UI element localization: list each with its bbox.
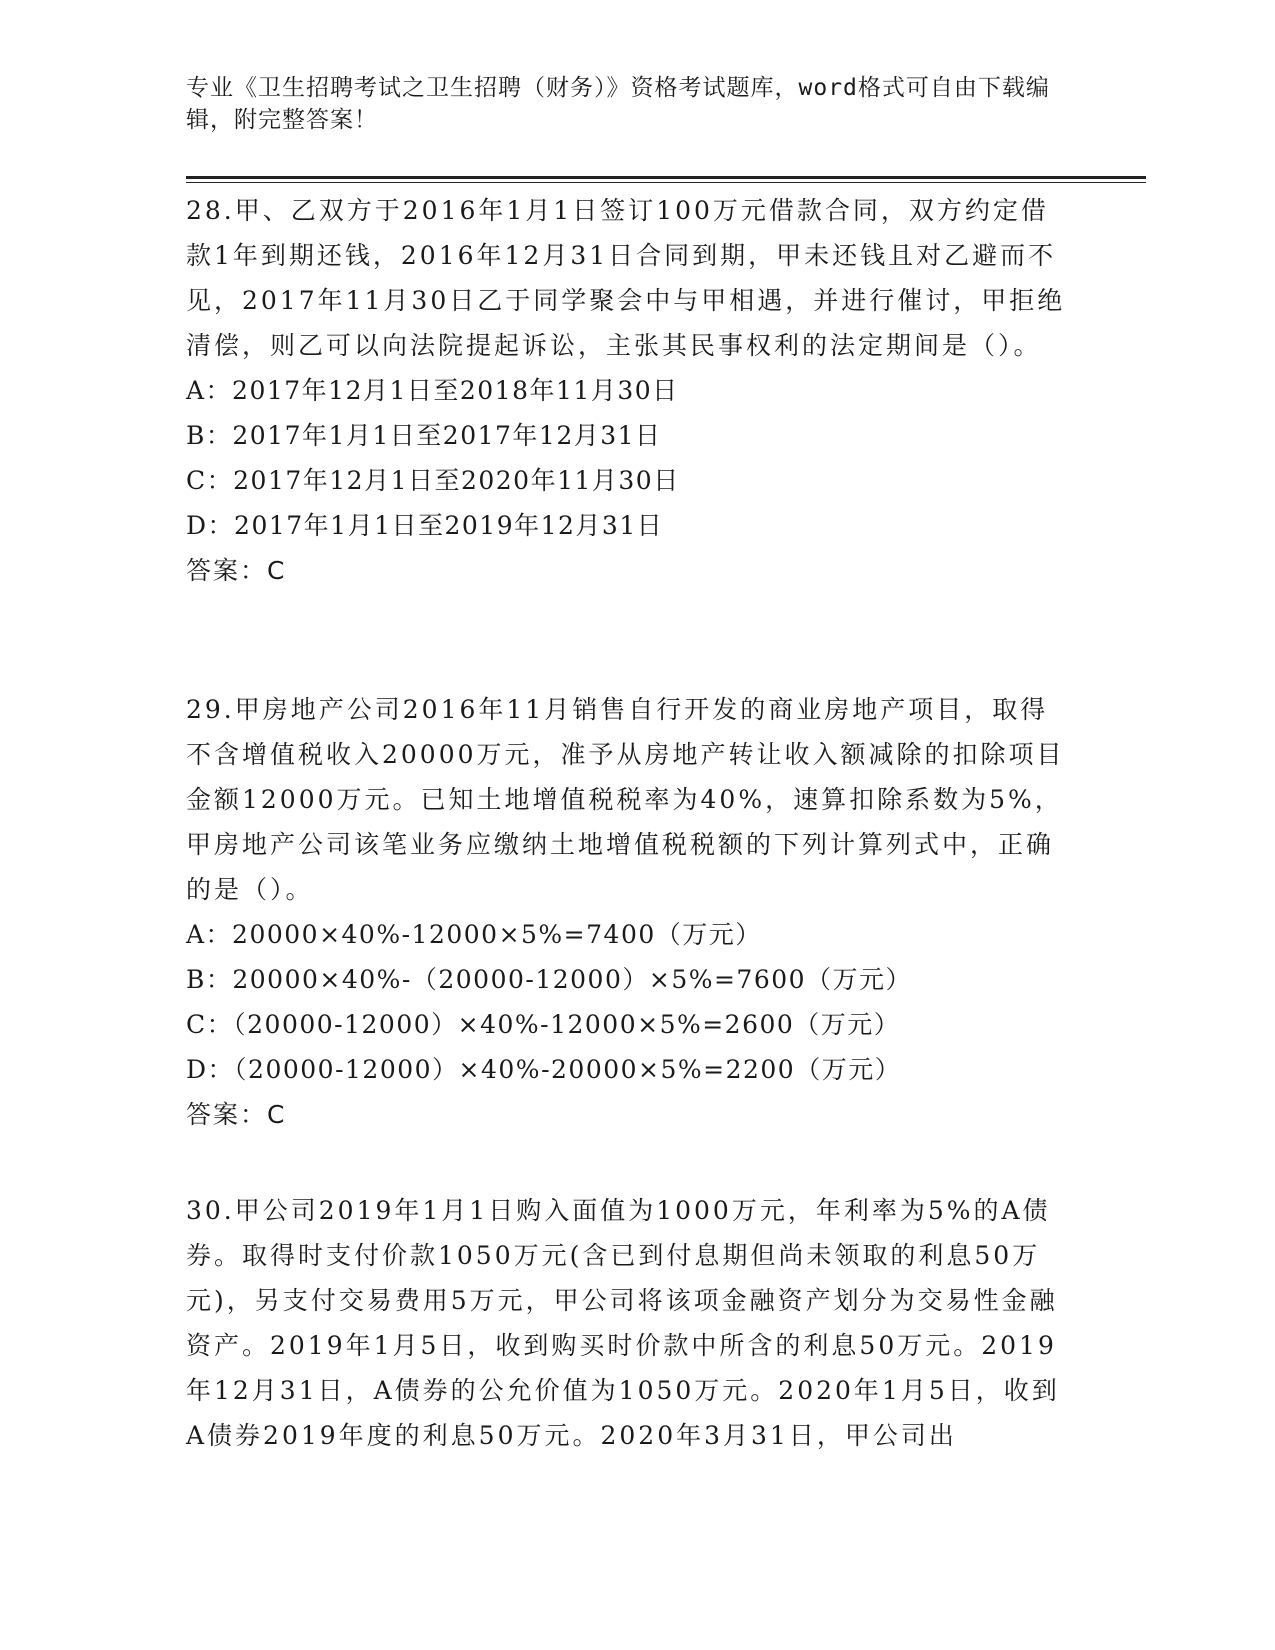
- option-c: C：2017年12月1日至2020年11月30日: [186, 466, 680, 495]
- option-a: A：20000×40%-12000×5%=7400（万元）: [186, 920, 762, 949]
- question-stem: 30.甲公司2019年1月1日购入面值为1000万元，年利率为5%的A债券。取得时支付价款1050万元(含已到付息期但尚未领取的利息50万元)，另支付交易费用5万元，甲公司将该项金融资产划分为交易性金融资产。2019年1月5日，收到购买时价款中所含的利息50万元。2019年12月31日，A债券的公允价值为1050万元。2020年1月5日，收到A债券2019年度的利息50万元。2020年3月31日，甲公司出: [186, 1196, 1060, 1450]
- question-29: [186, 687, 1076, 1137]
- question-28: [186, 188, 1076, 593]
- option-b: B：2017年1月1日至2017年12月31日: [186, 421, 662, 450]
- header-rule-thick: [186, 176, 1146, 179]
- page-header: [186, 72, 1086, 136]
- header-rule-thin: [186, 182, 1146, 183]
- answer-text: 答案：C: [186, 556, 287, 585]
- question-30: [186, 1188, 1076, 1458]
- option-d: D：（20000-12000）×40%-20000×5%=2200（万元）: [186, 1055, 902, 1084]
- header-text: 专业《卫生招聘考试之卫生招聘（财务）》资格考试题库，word格式可自由下载编辑，附完整答案！: [186, 75, 1050, 133]
- option-c: C：（20000-12000）×40%-12000×5%=2600（万元）: [186, 1010, 901, 1039]
- answer-text: 答案：C: [186, 1100, 287, 1129]
- option-a: A：2017年12月1日至2018年11月30日: [186, 376, 679, 405]
- option-b: B：20000×40%-（20000-12000）×5%=7600（万元）: [186, 965, 913, 994]
- question-stem: 28.甲、乙双方于2016年1月1日签订100万元借款合同，双方约定借款1年到期还钱，2016年12月31日合同到期，甲未还钱且对乙避而不见，2017年11月30日乙于同学聚会中与甲相遇，并进行催讨，甲拒绝清偿，则乙可以向法院提起诉讼，主张其民事权利的法定期间是（）。: [186, 196, 1066, 360]
- option-d: D：2017年1月1日至2019年12月31日: [186, 511, 664, 540]
- question-stem: 29.甲房地产公司2016年11月销售自行开发的商业房地产项目，取得不含增值税收入20000万元，准予从房地产转让收入额减除的扣除项目金额12000万元。已知土地增值税税率为40%，速算扣除系数为5%，甲房地产公司该笔业务应缴纳土地增值税税额的下列计算列式中，正确的是（）。: [186, 695, 1065, 904]
